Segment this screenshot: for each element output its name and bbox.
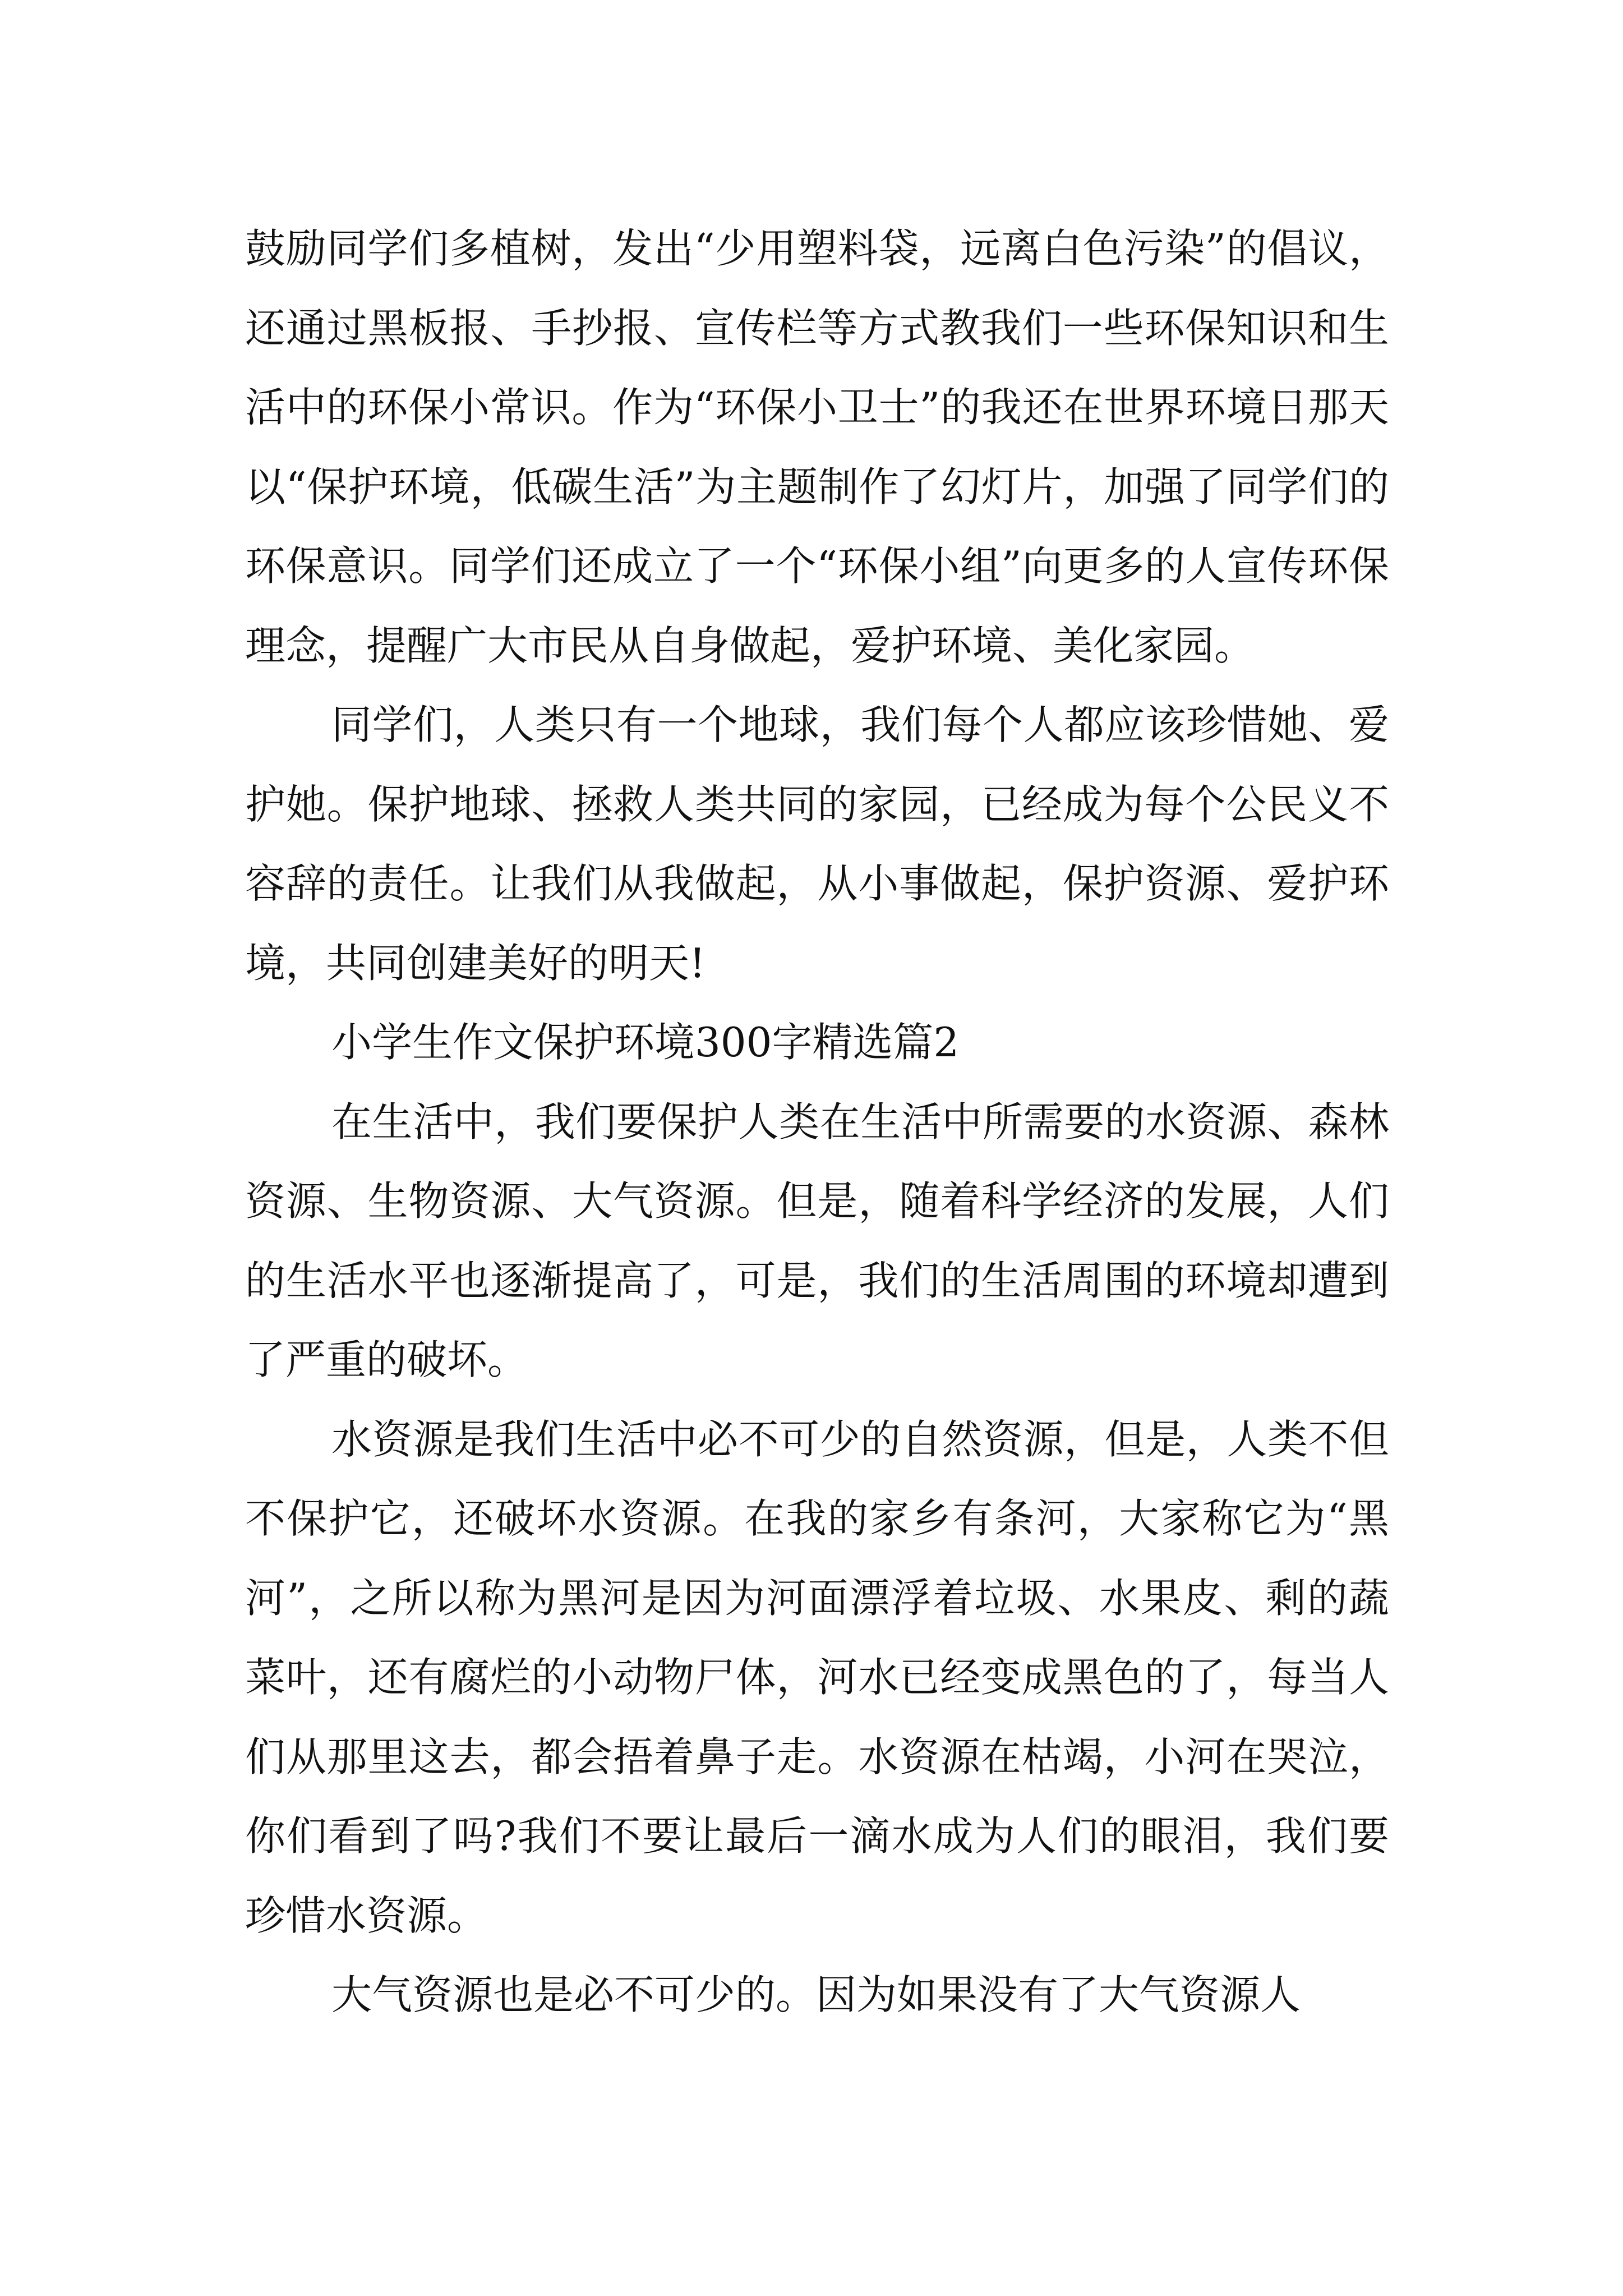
paragraph-3: 在生活中，我们要保护人类在生活中所需要的水资源、森林资源、生物资源、大气资源。但是，随着科学经济的发展，人们的生活水平也逐渐提高了，可是，我们的生活周围的环境却遭到了严重的破坏。 [245,1098,1389,1383]
section-heading: 小学生作文保护环境300字精选篇2 [331,1019,960,1066]
document-body [245,209,1389,2035]
paragraph-4: 水资源是我们生活中必不可少的自然资源，但是，人类不但不保护它，还破坏水资源。在我的家乡有条河，大家称它为“黑河”，之所以称为黑河是因为河面漂浮着垃圾、水果皮、剩的蔬菜叶，还有腐烂的小动物尸体，河水已经变成黑色的了，每当人们从那里这去，都会捂着鼻子走。水资源在枯竭，小河在哭泣，你们看到了吗?我们不要让最后一滴水成为人们的眼泪，我们要珍惜水资源。 [245,1415,1389,1939]
paragraph-2: 同学们，人类只有一个地球，我们每个人都应该珍惜她、爱护她。保护地球、拯救人类共同的家园，已经成为每个公民义不容辞的责任。让我们从我做起，从小事做起，保护资源、爱护环境，共同创建美好的明天! [245,701,1389,987]
paragraph-5: 大气资源也是必不可少的。因为如果没有了大气资源人 [331,1971,1301,2018]
paragraph-1: 鼓励同学们多植树，发出“少用塑料袋，远离白色污染”的倡议，还通过黑板报、手抄报、宣传栏等方式教我们一些环保知识和生活中的环保小常识。作为“环保小卫士”的我还在世界环境日那天以“保护环境，低碳生活”为主题制作了幻灯片，加强了同学们的环保意识。同学们还成立了一个“环保小组”向更多的人宣传环保理念，提醒广大市民从自身做起，爱护环境、美化家园。 [245,225,1389,669]
